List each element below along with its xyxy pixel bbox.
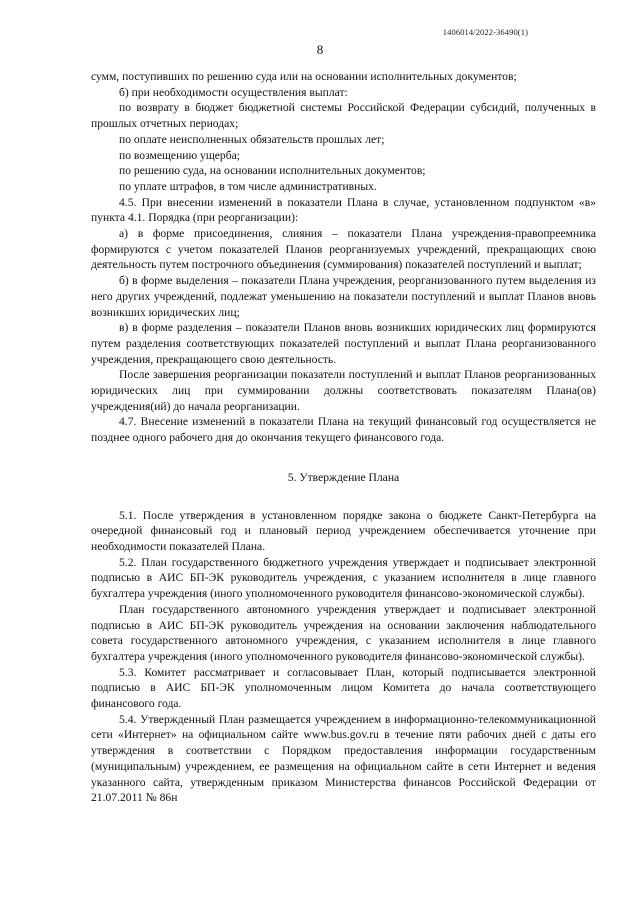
- paragraph: по оплате неисполненных обязательств прошлых лет;: [119, 132, 385, 146]
- paragraph: После завершения реорганизации показатели поступлений и выплат Планов реорганизованных юридических лиц при суммировании должны соответствовать показателям Плана(ов) учреждения(ий) до начала реорганизации.: [91, 368, 596, 413]
- paragraph: 5.3. Комитет рассматривает и согласовывает План, который подписывается электронной подписью в АИС БП-ЭК уполномоченным лицом Комитета до начала соответствующего финансового года.: [91, 665, 596, 711]
- page-number: 8: [316, 42, 324, 57]
- paragraph: 4.7. Внесение изменений в показатели Плана на текущий финансовый год осуществляется не позднее одного рабочего дня до окончания текущего финансового года.: [91, 415, 596, 445]
- paragraph: по возмещению ущерба;: [119, 148, 240, 162]
- document-id: 1406014/2022-36490(1): [442, 27, 528, 37]
- paragraph: 5.4. Утвержденный План размещается учреждением в информационно-телекоммуникационной сети «Интернет» на официальном сайте www.bus.gov.ru в течение пяти рабочих дней с даты его утверждения в соответствии с Порядком предоставления информации государственным (муниципальным) учреждением, ее размещения на официальном сайте в сети Интернет и ведения указанного сайта, утвержденным приказом Министерства финансов Российской Федерации от 21.07.2011 № 86н: [91, 712, 596, 805]
- paragraph: в) в форме разделения – показатели Планов вновь возникших юридических лиц формируются путем разделения соответствующих показателей поступлений и выплат Плана реорганизованного учреждения, прекращающего свою деятельность.: [91, 321, 596, 366]
- paragraph: б) в форме выделения – показатели Плана учреждения, реорганизованного путем выделения из него других учреждений, подлежат уменьшению на показатели поступлений и выплат Планов вновь возникших юридических лиц;: [91, 274, 596, 319]
- paragraph: а) в форме присоединения, слияния – показатели Плана учреждения-правопреемника формируются с учетом показателей Планов реорганизуемых учреждений, прекращающих свою деятельность путем построчного объединения (суммирования) показателей поступлений и выплат;: [91, 227, 596, 272]
- paragraph: б) при необходимости осуществления выплат:: [119, 85, 348, 99]
- document-body: [91, 69, 596, 806]
- paragraph: сумм, поступивших по решению суда или на основании исполнительных документов;: [91, 70, 517, 83]
- paragraph: по возврату в бюджет бюджетной системы Российской Федерации субсидий, полученных в прошлых отчетных периодах;: [91, 101, 596, 131]
- paragraph: План государственного автономного учреждения утверждает и подписывает электронной подписью в АИС БП-ЭК руководитель учреждения на основании заключения наблюдательного совета государственного автономного учреждения, с указанием исполнителя в лице главного бухгалтера учреждения (иного уполномоченного руководителя финансово-экономической службы).: [91, 602, 596, 663]
- paragraph: по решению суда, на основании исполнительных документов;: [119, 164, 426, 178]
- section-heading: 5. Утверждение Плана: [287, 470, 400, 484]
- paragraph: 4.5. При внесении изменений в показатели Плана в случае, установленном подпунктом «в» пункта 4.1. Порядка (при реорганизации):: [91, 195, 596, 225]
- paragraph: по уплате штрафов, в том числе административных.: [119, 179, 377, 193]
- paragraph: 5.2. План государственного бюджетного учреждения утверждает и подписывает электронной подписью в АИС БП-ЭК руководитель учреждения, с указанием исполнителя в лице главного бухгалтера учреждения (иного уполномоченного руководителя финансово-экономической службы).: [91, 555, 596, 601]
- paragraph: 5.1. После утверждения в установленном порядке закона о бюджете Санкт-Петербурга на очередной финансовый год и плановый период учреждением обеспечивается уточнение при необходимости показателей Плана.: [91, 508, 596, 553]
